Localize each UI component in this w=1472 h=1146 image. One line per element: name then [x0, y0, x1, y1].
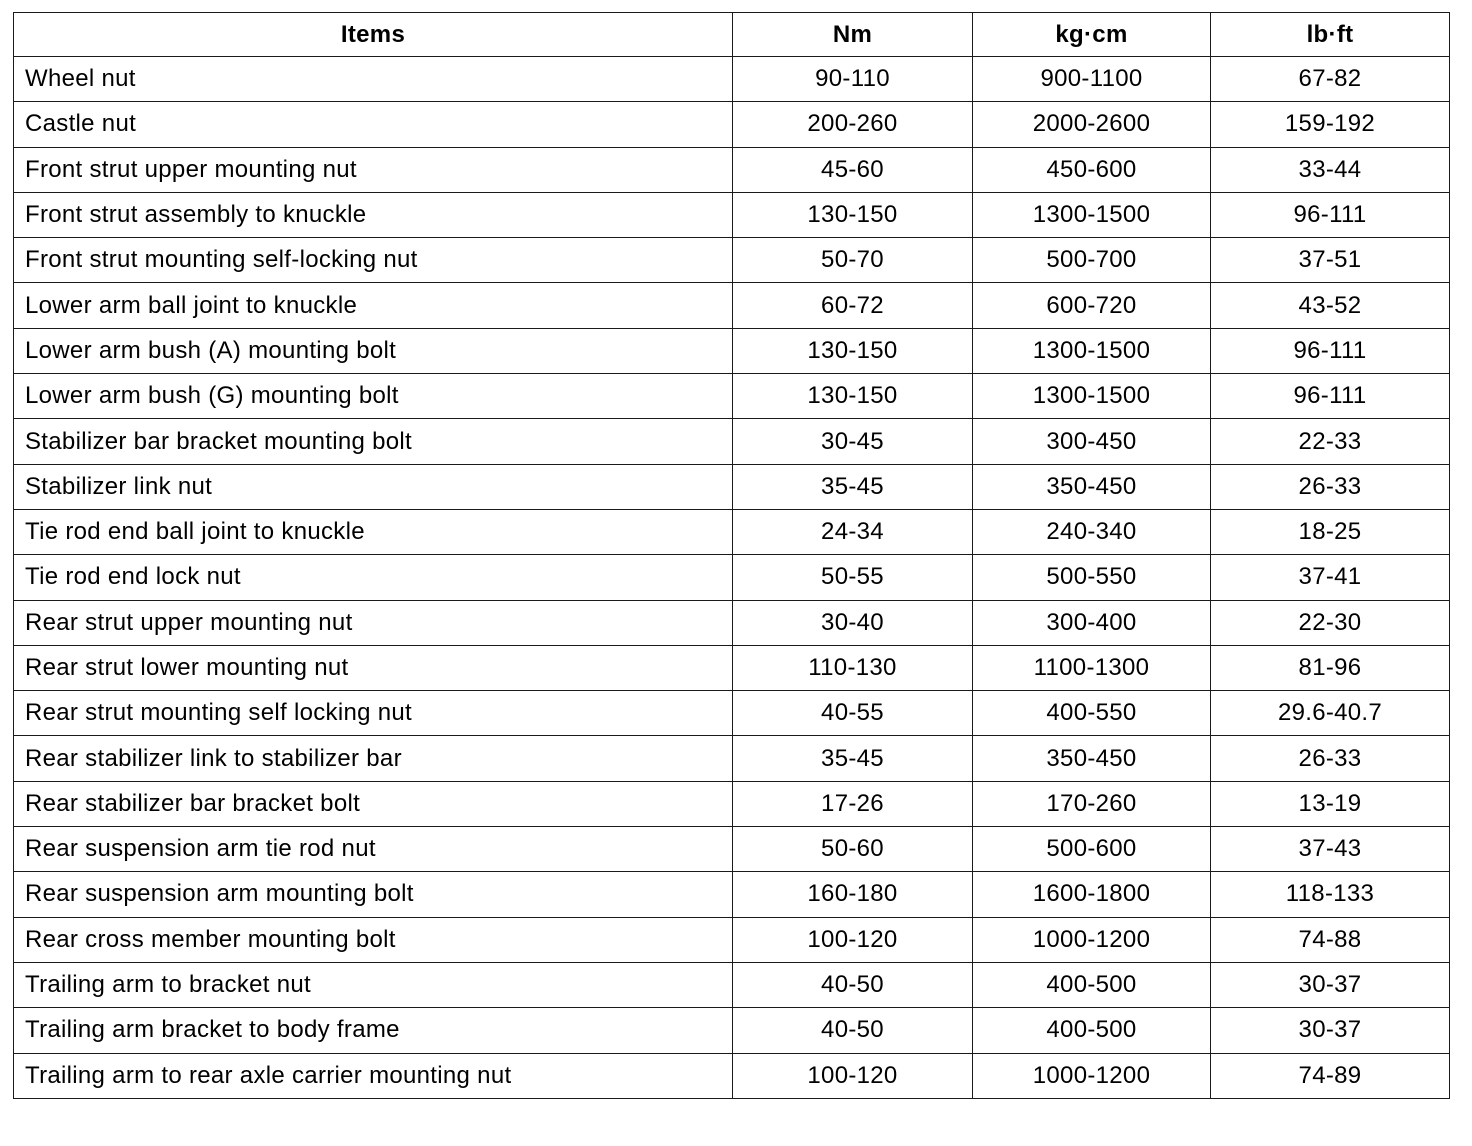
cell-item: Lower arm ball joint to knuckle	[14, 283, 733, 328]
table-row	[14, 736, 1450, 781]
cell-kgcm: 600-720	[973, 283, 1211, 328]
cell-kgcm: 500-550	[973, 555, 1211, 600]
cell-lbft: 26-33	[1211, 736, 1450, 781]
cell-lbft: 67-82	[1211, 57, 1450, 102]
cell-item: Rear strut lower mounting nut	[14, 645, 733, 690]
cell-kgcm: 500-700	[973, 238, 1211, 283]
cell-nm: 60-72	[733, 283, 973, 328]
cell-nm: 130-150	[733, 192, 973, 237]
cell-nm: 130-150	[733, 374, 973, 419]
cell-nm: 50-70	[733, 238, 973, 283]
cell-lbft: 74-88	[1211, 917, 1450, 962]
cell-kgcm: 400-500	[973, 1008, 1211, 1053]
cell-kgcm: 400-500	[973, 962, 1211, 1007]
table-row	[14, 872, 1450, 917]
cell-lbft: 37-51	[1211, 238, 1450, 283]
cell-nm: 200-260	[733, 102, 973, 147]
cell-nm: 100-120	[733, 1053, 973, 1098]
cell-item: Trailing arm bracket to body frame	[14, 1008, 733, 1053]
table-row	[14, 962, 1450, 1007]
cell-kgcm: 450-600	[973, 147, 1211, 192]
torque-spec-table	[13, 12, 1450, 1099]
cell-item: Rear stabilizer bar bracket bolt	[14, 781, 733, 826]
cell-lbft: 118-133	[1211, 872, 1450, 917]
table-row	[14, 1008, 1450, 1053]
table-row	[14, 600, 1450, 645]
cell-lbft: 96-111	[1211, 192, 1450, 237]
table-row	[14, 102, 1450, 147]
cell-nm: 30-40	[733, 600, 973, 645]
table-row	[14, 419, 1450, 464]
cell-lbft: 22-30	[1211, 600, 1450, 645]
table-row	[14, 374, 1450, 419]
cell-item: Stabilizer link nut	[14, 464, 733, 509]
cell-lbft: 81-96	[1211, 645, 1450, 690]
cell-nm: 130-150	[733, 328, 973, 373]
table-row	[14, 1053, 1450, 1098]
cell-item: Tie rod end lock nut	[14, 555, 733, 600]
cell-lbft: 26-33	[1211, 464, 1450, 509]
cell-nm: 40-55	[733, 691, 973, 736]
cell-item: Rear suspension arm mounting bolt	[14, 872, 733, 917]
cell-kgcm: 300-450	[973, 419, 1211, 464]
cell-item: Stabilizer bar bracket mounting bolt	[14, 419, 733, 464]
cell-item: Lower arm bush (A) mounting bolt	[14, 328, 733, 373]
cell-nm: 90-110	[733, 57, 973, 102]
cell-item: Rear stabilizer link to stabilizer bar	[14, 736, 733, 781]
cell-item: Rear strut upper mounting nut	[14, 600, 733, 645]
cell-lbft: 96-111	[1211, 328, 1450, 373]
header-lbft: lb·ft	[1211, 13, 1450, 57]
table-row	[14, 57, 1450, 102]
cell-kgcm: 900-1100	[973, 57, 1211, 102]
cell-nm: 17-26	[733, 781, 973, 826]
cell-kgcm: 500-600	[973, 827, 1211, 872]
cell-item: Front strut upper mounting nut	[14, 147, 733, 192]
cell-nm: 35-45	[733, 736, 973, 781]
cell-item: Wheel nut	[14, 57, 733, 102]
cell-kgcm: 350-450	[973, 736, 1211, 781]
cell-nm: 110-130	[733, 645, 973, 690]
cell-item: Rear strut mounting self locking nut	[14, 691, 733, 736]
table-row	[14, 917, 1450, 962]
cell-lbft: 18-25	[1211, 509, 1450, 554]
cell-nm: 100-120	[733, 917, 973, 962]
table-row	[14, 283, 1450, 328]
cell-lbft: 159-192	[1211, 102, 1450, 147]
table-row	[14, 238, 1450, 283]
cell-nm: 40-50	[733, 1008, 973, 1053]
table-row	[14, 691, 1450, 736]
table-header	[14, 13, 1450, 57]
cell-item: Front strut assembly to knuckle	[14, 192, 733, 237]
cell-kgcm: 1000-1200	[973, 1053, 1211, 1098]
cell-kgcm: 240-340	[973, 509, 1211, 554]
cell-kgcm: 2000-2600	[973, 102, 1211, 147]
cell-kgcm: 300-400	[973, 600, 1211, 645]
cell-lbft: 37-41	[1211, 555, 1450, 600]
cell-nm: 45-60	[733, 147, 973, 192]
cell-nm: 30-45	[733, 419, 973, 464]
cell-lbft: 30-37	[1211, 1008, 1450, 1053]
cell-item: Castle nut	[14, 102, 733, 147]
cell-item: Lower arm bush (G) mounting bolt	[14, 374, 733, 419]
cell-item: Trailing arm to rear axle carrier mounting nut	[14, 1053, 733, 1098]
table-row	[14, 464, 1450, 509]
cell-lbft: 29.6-40.7	[1211, 691, 1450, 736]
table-row	[14, 192, 1450, 237]
table-row	[14, 645, 1450, 690]
cell-lbft: 13-19	[1211, 781, 1450, 826]
cell-item: Rear suspension arm tie rod nut	[14, 827, 733, 872]
table-row	[14, 509, 1450, 554]
cell-lbft: 37-43	[1211, 827, 1450, 872]
cell-kgcm: 1300-1500	[973, 192, 1211, 237]
cell-nm: 50-55	[733, 555, 973, 600]
cell-kgcm: 1300-1500	[973, 328, 1211, 373]
table-row	[14, 328, 1450, 373]
cell-lbft: 33-44	[1211, 147, 1450, 192]
cell-kgcm: 1000-1200	[973, 917, 1211, 962]
table-row	[14, 147, 1450, 192]
cell-lbft: 22-33	[1211, 419, 1450, 464]
cell-item: Rear cross member mounting bolt	[14, 917, 733, 962]
cell-item: Tie rod end ball joint to knuckle	[14, 509, 733, 554]
cell-kgcm: 1100-1300	[973, 645, 1211, 690]
table-row	[14, 827, 1450, 872]
cell-item: Front strut mounting self-locking nut	[14, 238, 733, 283]
cell-kgcm: 400-550	[973, 691, 1211, 736]
cell-lbft: 96-111	[1211, 374, 1450, 419]
cell-item: Trailing arm to bracket nut	[14, 962, 733, 1007]
cell-lbft: 74-89	[1211, 1053, 1450, 1098]
cell-nm: 160-180	[733, 872, 973, 917]
cell-kgcm: 350-450	[973, 464, 1211, 509]
cell-nm: 24-34	[733, 509, 973, 554]
header-items: Items	[14, 13, 733, 57]
cell-kgcm: 1300-1500	[973, 374, 1211, 419]
cell-lbft: 43-52	[1211, 283, 1450, 328]
header-row	[14, 13, 1450, 57]
table-row	[14, 555, 1450, 600]
header-nm: Nm	[733, 13, 973, 57]
cell-nm: 35-45	[733, 464, 973, 509]
cell-kgcm: 170-260	[973, 781, 1211, 826]
header-kgcm: kg·cm	[973, 13, 1211, 57]
cell-nm: 40-50	[733, 962, 973, 1007]
table-row	[14, 781, 1450, 826]
cell-lbft: 30-37	[1211, 962, 1450, 1007]
cell-kgcm: 1600-1800	[973, 872, 1211, 917]
cell-nm: 50-60	[733, 827, 973, 872]
table-body	[14, 57, 1450, 1099]
